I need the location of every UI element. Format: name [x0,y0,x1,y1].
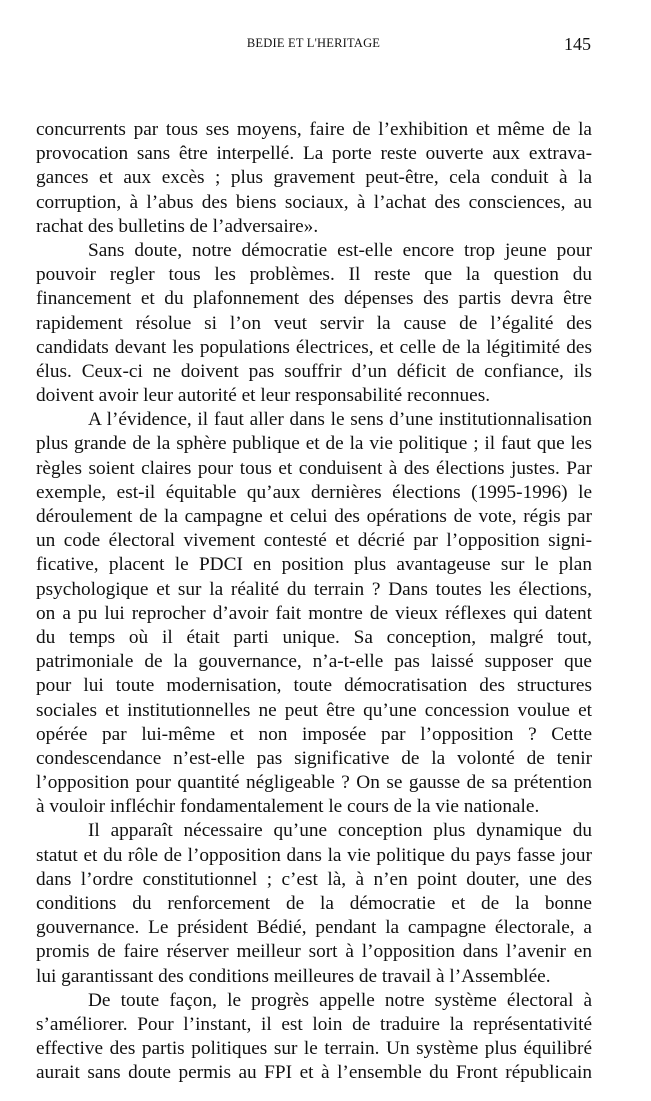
body-text [36,118,592,1086]
text-line: on a pu lui reprocher d’avoir fait montre de vieux réflexes qui datent [36,602,592,624]
text-line: condescendance n’est-elle pas significative de la volonté de tenir [36,747,592,769]
text-line: A l’évidence, il faut aller dans le sens d’une institutionnalisation [88,409,592,431]
text-line: gouvernance. Le président Bédié, pendant la campagne électorale, a [36,917,592,939]
paragraph [36,118,592,239]
text-line: pouvoir regler tous les problèmes. Il reste que la question du [36,264,592,286]
text-line: statut et du rôle de l’opposition dans la vie politique du pays fasse jour [36,844,592,866]
text-line: conditions du renforcement de la démocratie et de la bonne [36,893,592,914]
text-line: dans l’ordre constitutionnel ; c’est là, à n’en point douter, une des [36,868,592,890]
text-line: candidats devant les populations électrices, et celle de la légitimité des [36,336,592,358]
text-line: psychologique et sur la réalité du terrain ? Dans toutes les élections, [36,578,592,600]
page-number: 145 [564,34,591,54]
text-line: déroulement de la campagne et celui des opérations de vote, régis par [36,506,592,527]
text-line: ficative, placent le PDCI en position plus avantageuse sur le plan [36,554,592,576]
text-line: s’améliorer. Pour l’instant, il est loin de traduire la représentativité [36,1013,592,1035]
text-line: du temps où il était parti unique. Sa conception, malgré tout, [36,626,592,648]
text-line: l’opposition pour quantité négligeable ? On se gausse de sa prétention [36,772,592,794]
text-line: sociales et institutionnelles ne peut être qu’une concession voulue et [36,699,592,721]
paragraph [36,239,592,408]
text-line: exemple, est-il équitable qu’aux dernières élections (1995-1996) le [36,481,592,503]
text-line: pour lui toute modernisation, toute démocratisation des structures [36,675,592,697]
text-line: concurrents par tous ses moyens, faire de l’exhibition et même de la [36,119,592,140]
text-line: financement et du plafonnement des dépenses des partis devra être [36,288,592,310]
paragraph [36,989,592,1086]
text-line: à vouloir infléchir fondamentalement le cours de la vie nationale. [36,796,540,818]
text-line: corruption, à l’abus des biens sociaux, à l’achat des consciences, au [36,191,592,213]
text-line: Sans doute, notre démocratie est-elle encore trop jeune pour [88,239,592,261]
text-line: rachat des bulletins de l’adversaire». [36,215,319,237]
text-line: aurait sans doute permis au FPI et à l’ensemble du Front républicain [36,1062,592,1084]
text-line: opérée par lui-même et non imposée par l’opposition ? Cette [36,723,592,745]
text-line: De toute façon, le progrès appelle notre système électoral à [88,989,592,1011]
text-line: un code électoral vivement contesté et décrié par l’opposition signi- [36,530,592,552]
text-line: rapidement résolue si l’on veut servir la cause de l’égalité des [36,312,592,334]
text-line: gances et aux excès ; plus gravement peut-être, cela conduit à la [36,167,592,189]
text-line: provocation sans être interpellé. La porte reste ouverte aux extrava- [36,143,592,165]
text-line: patrimoniale de la gouvernance, n’a-t-elle pas laissé supposer que [36,651,592,673]
text-line: lui garantissant des conditions meilleures de travail à l’Assemblée. [36,965,551,987]
running-header [36,34,591,54]
text-line: élus. Ceux-ci ne doivent pas souffrir d’un déficit de confiance, ils [36,360,592,382]
text-line: effective des partis politiques sur le terrain. Un système plus équilibré [36,1038,592,1060]
paragraph [36,408,592,819]
text-line: promis de faire réserver meilleur sort à l’opposition dans l’avenir en [36,941,592,963]
running-title: BEDIE ET L'HERITAGE [246,36,381,50]
text-line: plus grande de la sphère publique et de la vie politique ; il faut que les [36,433,592,455]
paragraph [36,819,592,988]
text-line: Il apparaît nécessaire qu’une conception plus dynamique du [88,820,592,842]
text-line: règles soient claires pour tous et conduisent à des élections justes. Par [36,457,592,479]
text-line: doivent avoir leur autorité et leur responsabilité reconnues. [36,385,491,407]
